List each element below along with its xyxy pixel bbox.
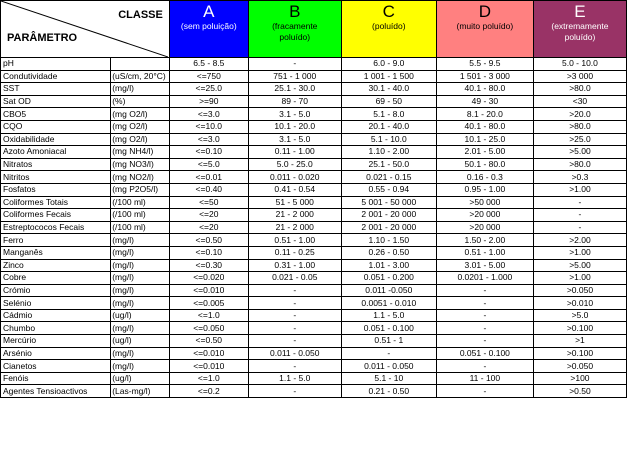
class-a-value: <=0.30 — [169, 259, 248, 272]
parameter-name: Agentes Tensioactivos — [1, 385, 111, 398]
class-c-value: 1.01 - 3.00 — [341, 259, 436, 272]
parameter-unit: (mg/l) — [111, 322, 170, 335]
class-d-value: 8.1 - 20.0 — [436, 108, 533, 121]
class-letter: B — [289, 2, 301, 21]
class-d-value: 0.51 - 1.00 — [436, 246, 533, 259]
class-b-value: 0.011 - 0.020 — [248, 171, 341, 184]
class-e-value: - — [533, 221, 626, 234]
table-row — [1, 183, 627, 196]
parameter-name: Ferro — [1, 234, 111, 247]
class-a-value: <=0.50 — [169, 234, 248, 247]
class-c-value: 30.1 - 40.0 — [341, 83, 436, 96]
class-a-value: <=10.0 — [169, 120, 248, 133]
class-e-value: >0.010 — [533, 297, 626, 310]
class-b-value: 1.1 - 5.0 — [248, 372, 341, 385]
table-row — [1, 272, 627, 285]
class-letter: E — [574, 2, 586, 21]
class-b-value: - — [248, 284, 341, 297]
class-c-value: 0.26 - 0.50 — [341, 246, 436, 259]
class-b-value: - — [248, 309, 341, 322]
class-c-value: 0.51 - 1 — [341, 335, 436, 348]
parameter-name: Coliformes Fecais — [1, 209, 111, 222]
class-c-value: 1.1 - 5.0 — [341, 309, 436, 322]
class-e-value: >0.100 — [533, 347, 626, 360]
table-row — [1, 372, 627, 385]
class-e-value: >5.00 — [533, 259, 626, 272]
parametro-label: PARÂMETRO — [7, 32, 78, 44]
parameter-unit: (mg/l) — [111, 246, 170, 259]
class-description: (fracamente — [272, 21, 318, 31]
parameter-unit: (mg/l) — [111, 259, 170, 272]
table-row — [1, 83, 627, 96]
class-c-value: 1.10 - 1.50 — [341, 234, 436, 247]
class-c-value: 5.1 - 10.0 — [341, 133, 436, 146]
class-b-value: 751 - 1 000 — [248, 70, 341, 83]
class-a-value: <=0.050 — [169, 322, 248, 335]
class-c-value: 5.1 - 10 — [341, 372, 436, 385]
class-c-value: 0.051 - 0.200 — [341, 272, 436, 285]
class-b-value: 10.1 - 20.0 — [248, 120, 341, 133]
class-e-value: >0.3 — [533, 171, 626, 184]
class-d-value: 0.0201 - 1.000 — [436, 272, 533, 285]
parameter-unit: (/100 ml) — [111, 221, 170, 234]
parameter-unit: (mg NO2/l) — [111, 171, 170, 184]
table-row — [1, 158, 627, 171]
class-d-value: 40.1 - 80.0 — [436, 120, 533, 133]
class-b-value: 0.021 - 0.05 — [248, 272, 341, 285]
table-row — [1, 70, 627, 83]
table-row — [1, 297, 627, 310]
parameter-unit: (mg P2O5/l) — [111, 183, 170, 196]
parameter-unit: (uS/cm, 20°C) — [111, 70, 170, 83]
table-row — [1, 146, 627, 159]
parameter-name: Azoto Amoniacal — [1, 146, 111, 159]
class-d-value: >20 000 — [436, 221, 533, 234]
parameter-name: Cianetos — [1, 360, 111, 373]
class-b-value: 0.11 - 0.25 — [248, 246, 341, 259]
class-d-value: - — [436, 335, 533, 348]
class-d-value: >50 000 — [436, 196, 533, 209]
class-c-value: 0.051 - 0.100 — [341, 322, 436, 335]
class-c-value: 69 - 50 — [341, 95, 436, 108]
class-header-a — [169, 1, 248, 58]
class-b-value: - — [248, 360, 341, 373]
class-b-value: 0.11 - 1.00 — [248, 146, 341, 159]
parameter-unit: (mg/l) — [111, 297, 170, 310]
class-letter: C — [382, 2, 395, 21]
class-e-value: - — [533, 209, 626, 222]
parameter-name: CQO — [1, 120, 111, 133]
class-c-value: 0.011 -0.050 — [341, 284, 436, 297]
classe-label: CLASSE — [118, 9, 163, 21]
class-e-value: >0.050 — [533, 360, 626, 373]
header-row — [1, 1, 627, 58]
class-d-value: - — [436, 360, 533, 373]
class-d-value: 0.051 - 0.100 — [436, 347, 533, 360]
class-a-value: <=0.010 — [169, 347, 248, 360]
class-a-value: <=0.005 — [169, 297, 248, 310]
class-e-value: >20.0 — [533, 108, 626, 121]
class-a-value: <=0.020 — [169, 272, 248, 285]
parameter-name: Condutividade — [1, 70, 111, 83]
parameter-name: Cobre — [1, 272, 111, 285]
class-a-value: <=3.0 — [169, 133, 248, 146]
parameter-unit: (ug/l) — [111, 372, 170, 385]
parameter-unit: (mg/l) — [111, 272, 170, 285]
class-e-value: >2.00 — [533, 234, 626, 247]
parameter-name: Oxidabilidade — [1, 133, 111, 146]
class-description-line2: poluído) — [564, 32, 596, 42]
class-c-value: 2 001 - 20 000 — [341, 221, 436, 234]
class-a-value: <=25.0 — [169, 83, 248, 96]
class-e-value: >5.0 — [533, 309, 626, 322]
class-d-value: - — [436, 309, 533, 322]
class-b-value: 21 - 2 000 — [248, 209, 341, 222]
parameter-unit: (/100 ml) — [111, 196, 170, 209]
parameter-unit: (mg NH4/l) — [111, 146, 170, 159]
parameter-unit: (ug/l) — [111, 335, 170, 348]
class-e-value: >3 000 — [533, 70, 626, 83]
class-a-value: <=0.010 — [169, 360, 248, 373]
class-description: (extremamente — [551, 21, 609, 31]
table-row — [1, 234, 627, 247]
class-a-value: <=50 — [169, 196, 248, 209]
table-row — [1, 335, 627, 348]
class-d-value: - — [436, 385, 533, 398]
class-description: (poluído) — [372, 21, 406, 31]
class-b-value: 3.1 - 5.0 — [248, 108, 341, 121]
class-c-value: 0.021 - 0.15 — [341, 171, 436, 184]
class-a-value: <=3.0 — [169, 108, 248, 121]
parameter-name: Sat OD — [1, 95, 111, 108]
class-b-value: 0.51 - 1.00 — [248, 234, 341, 247]
class-b-value: 3.1 - 5.0 — [248, 133, 341, 146]
parameter-name: Selénio — [1, 297, 111, 310]
class-e-value: - — [533, 196, 626, 209]
class-d-value: 49 - 30 — [436, 95, 533, 108]
class-a-value: <=750 — [169, 70, 248, 83]
parameter-unit: (/100 ml) — [111, 209, 170, 222]
class-e-value: >0.100 — [533, 322, 626, 335]
parameter-unit: (mg/l) — [111, 360, 170, 373]
table-row — [1, 120, 627, 133]
parameter-unit: (mg/l) — [111, 347, 170, 360]
table-row — [1, 209, 627, 222]
parameter-unit: (mg O2/l) — [111, 133, 170, 146]
class-b-value: - — [248, 335, 341, 348]
class-a-value: <=0.010 — [169, 284, 248, 297]
class-d-value: 1.50 - 2.00 — [436, 234, 533, 247]
class-c-value: 2 001 - 20 000 — [341, 209, 436, 222]
class-e-value: >1.00 — [533, 272, 626, 285]
class-e-value: >1.00 — [533, 183, 626, 196]
class-c-value: 5 001 - 50 000 — [341, 196, 436, 209]
class-e-value: 5.0 - 10.0 — [533, 58, 626, 71]
class-b-value: - — [248, 385, 341, 398]
class-e-value: >80.0 — [533, 158, 626, 171]
parameter-unit: (Las-mg/l) — [111, 385, 170, 398]
class-d-value: 11 - 100 — [436, 372, 533, 385]
class-b-value: 5.0 - 25.0 — [248, 158, 341, 171]
class-e-value: >80.0 — [533, 83, 626, 96]
table-row — [1, 385, 627, 398]
class-d-value: - — [436, 284, 533, 297]
class-e-value: >0.050 — [533, 284, 626, 297]
parameter-unit: (mg/l) — [111, 234, 170, 247]
class-header-c — [341, 1, 436, 58]
parameter-unit: (ug/l) — [111, 309, 170, 322]
parameter-name: Nitratos — [1, 158, 111, 171]
class-c-value: 6.0 - 9.0 — [341, 58, 436, 71]
parameter-name: Chumbo — [1, 322, 111, 335]
parameter-unit: (mg O2/l) — [111, 108, 170, 121]
class-b-value: - — [248, 322, 341, 335]
parameter-name: Manganês — [1, 246, 111, 259]
class-a-value: <=1.0 — [169, 309, 248, 322]
table-row — [1, 360, 627, 373]
class-c-value: - — [341, 347, 436, 360]
class-d-value: 50.1 - 80.0 — [436, 158, 533, 171]
class-b-value: 25.1 - 30.0 — [248, 83, 341, 96]
class-c-value: 0.21 - 0.50 — [341, 385, 436, 398]
class-b-value: - — [248, 58, 341, 71]
class-description: (sem poluição) — [180, 21, 237, 31]
parameter-name: Zinco — [1, 259, 111, 272]
class-d-value: 0.95 - 1.00 — [436, 183, 533, 196]
class-a-value: <=1.0 — [169, 372, 248, 385]
class-b-value: 0.011 - 0.050 — [248, 347, 341, 360]
header-corner-cell — [1, 1, 170, 58]
parameter-name: Fosfatos — [1, 183, 111, 196]
class-d-value: - — [436, 322, 533, 335]
class-a-value: <=20 — [169, 221, 248, 234]
class-letter: A — [203, 2, 215, 21]
class-c-value: 25.1 - 50.0 — [341, 158, 436, 171]
table-row — [1, 221, 627, 234]
class-e-value: >5.00 — [533, 146, 626, 159]
table-row — [1, 133, 627, 146]
table-row — [1, 284, 627, 297]
parameter-unit: (mg/l) — [111, 83, 170, 96]
parameter-name: Arsénio — [1, 347, 111, 360]
parameter-name: CBO5 — [1, 108, 111, 121]
class-description-line2: poluído) — [279, 32, 311, 42]
parameter-name: Cádmio — [1, 309, 111, 322]
class-e-value: >100 — [533, 372, 626, 385]
table-row — [1, 108, 627, 121]
parameter-unit — [111, 58, 170, 71]
class-d-value: >20 000 — [436, 209, 533, 222]
class-header-e — [533, 1, 626, 58]
parameter-name: Mercúrio — [1, 335, 111, 348]
class-d-value: 3.01 - 5.00 — [436, 259, 533, 272]
parameter-name: Nitritos — [1, 171, 111, 184]
class-c-value: 5.1 - 8.0 — [341, 108, 436, 121]
class-a-value: <=0.2 — [169, 385, 248, 398]
parameter-unit: (mg NO3/l) — [111, 158, 170, 171]
table-row — [1, 309, 627, 322]
class-d-value: 2.01 - 5.00 — [436, 146, 533, 159]
parameter-unit: (%) — [111, 95, 170, 108]
table-row — [1, 259, 627, 272]
class-header-b — [248, 1, 341, 58]
table-row — [1, 58, 627, 71]
class-a-value: <=0.01 — [169, 171, 248, 184]
class-d-value: - — [436, 297, 533, 310]
class-a-value: 6.5 - 8.5 — [169, 58, 248, 71]
table-row — [1, 95, 627, 108]
class-d-value: 0.16 - 0.3 — [436, 171, 533, 184]
class-a-value: >=90 — [169, 95, 248, 108]
table-row — [1, 196, 627, 209]
table-row — [1, 246, 627, 259]
class-a-value: <=20 — [169, 209, 248, 222]
class-c-value: 0.0051 - 0.010 — [341, 297, 436, 310]
class-b-value: - — [248, 297, 341, 310]
class-e-value: <30 — [533, 95, 626, 108]
class-a-value: <=0.10 — [169, 246, 248, 259]
class-d-value: 10.1 - 25.0 — [436, 133, 533, 146]
class-c-value: 1.10 - 2.00 — [341, 146, 436, 159]
class-c-value: 20.1 - 40.0 — [341, 120, 436, 133]
class-d-value: 1 501 - 3 000 — [436, 70, 533, 83]
parameter-unit: (mg O2/l) — [111, 120, 170, 133]
class-e-value: >1.00 — [533, 246, 626, 259]
parameter-name: pH — [1, 58, 111, 71]
class-a-value: <=5.0 — [169, 158, 248, 171]
table-row — [1, 171, 627, 184]
parameter-name: Estreptococos Fecais — [1, 221, 111, 234]
parameter-name: Crómio — [1, 284, 111, 297]
table-row — [1, 322, 627, 335]
class-e-value: >0.50 — [533, 385, 626, 398]
parameter-name: Fenóis — [1, 372, 111, 385]
class-b-value: 21 - 2 000 — [248, 221, 341, 234]
class-description: (muito poluído) — [456, 21, 514, 31]
table-row — [1, 347, 627, 360]
class-header-d — [436, 1, 533, 58]
class-letter: D — [478, 2, 491, 21]
class-c-value: 1 001 - 1 500 — [341, 70, 436, 83]
class-a-value: <=0.50 — [169, 335, 248, 348]
parameter-name: SST — [1, 83, 111, 96]
parameter-unit: (mg/l) — [111, 284, 170, 297]
class-b-value: 89 - 70 — [248, 95, 341, 108]
class-b-value: 0.41 - 0.54 — [248, 183, 341, 196]
class-a-value: <=0.40 — [169, 183, 248, 196]
class-e-value: >25.0 — [533, 133, 626, 146]
class-d-value: 40.1 - 80.0 — [436, 83, 533, 96]
class-e-value: >80.0 — [533, 120, 626, 133]
class-c-value: 0.011 - 0.050 — [341, 360, 436, 373]
class-a-value: <=0.10 — [169, 146, 248, 159]
class-b-value: 0.31 - 1.00 — [248, 259, 341, 272]
parameter-name: Coliformes Totais — [1, 196, 111, 209]
class-e-value: >1 — [533, 335, 626, 348]
class-c-value: 0.55 - 0.94 — [341, 183, 436, 196]
class-d-value: 5.5 - 9.5 — [436, 58, 533, 71]
class-b-value: 51 - 5 000 — [248, 196, 341, 209]
